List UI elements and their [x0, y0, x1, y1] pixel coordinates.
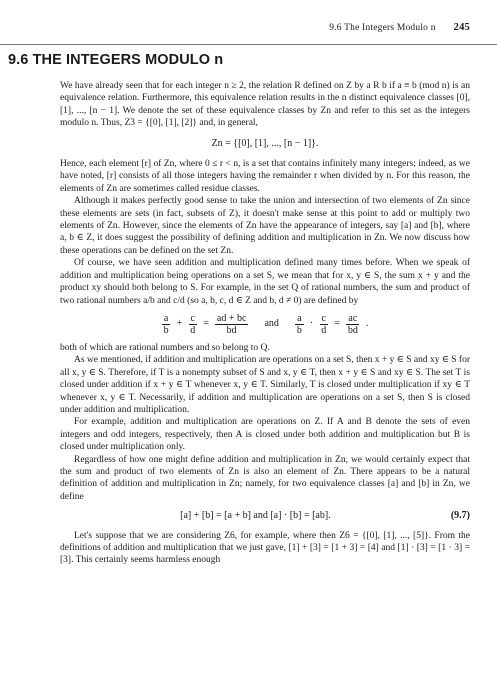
running-title: 9.6 The Integers Modulo n [329, 23, 436, 33]
equation-9-7-body: [a] + [b] = [a + b] and [a] · [b] = [ab]. [180, 510, 331, 522]
body-text [60, 80, 470, 567]
paragraph-operations: Of course, we have seen addition and multiplication defined many times before. When we speak of addition and multiplication being operations on a set S, we mean that for x, y ∈ S, the sum x + y and the product xy should both belong to S. For example, in the set Q of rational numbers, the sum and product of two rational numbers a/b and c/d (so a, b, c, d ∈ Z and b, d ≠ 0) are defined by [60, 258, 470, 306]
display-equation-9-7 [60, 510, 470, 522]
paragraph-closed-under: As we mentioned, if addition and multiplication are operations on a set S, then x + y ∈ S and xy ∈ S for all x, y ∈ S. Therefore, if T is a nonempty subset of S and x, y ∈ T, then x + y ∈ S and xy ∈ S. The set T is closed under addition if x + y ∈ T whenever x, y ∈ T. Similarly, T is closed under multiplication if xy ∈ T whenever x, y ∈ T. Necessarily, if addition and multiplication are operations on a set S, then S is closed under addition and multiplication. [60, 355, 470, 415]
fraction-a-over-b-2: $\frac{a}{b}$ [296, 312, 302, 336]
paragraph-union-intersection: Although it makes perfectly good sense to take the union and intersection of two elements of Zn since these elements are sets (in fact, subsets of Z), it doesn't make sense at this point to add or multiply two elements of Zn. However, since the elements of Zn have the appearance of integers, say [a] and [b], where a, b ∈ Z, it does suggest the possibility of defining addition and multiplication in Zn. We now discuss how these operations can be defined on the set Zn. [60, 196, 470, 256]
display-equation-zn: Zn = {[0], [1], ..., [n − 1]}. [211, 137, 319, 149]
equation-number: (9.7) [450, 510, 470, 522]
fraction-c-over-d: $\frac{c}{d}$ [190, 312, 196, 336]
running-head [0, 22, 470, 33]
paragraph-zn-definition: Regardless of how one might define addition and multiplication in Zn, we would certainly expect that the sum and product of two elements of Zn is also an element of Zn. There appears to be a natural definition of addition and multiplication in Zn; namely, for two equivalence classes [a] and [b] in Zn, we define [60, 454, 470, 502]
display-rational-operations: $\frac{a}{b}$ + $\frac{c}{d}$ = $\frac{ad + bc}{bd}$ and $\frac{a}{b}$ · $\frac{c}{d}$ = $\frac{ac}{bd}$ . [163, 312, 369, 336]
fraction-product: $\frac{ac}{bd}$ [347, 312, 358, 336]
fraction-c-over-d-2: $\frac{c}{d}$ [321, 312, 327, 336]
paragraph-intro: We have already seen that for each integer n ≥ 2, the relation R defined on Z by a R b if a ≡ b (mod n) is an equivalence relation. Furthermore, this equivalence relation results in the n distinct equivalence classes [0], [1], ..., [n − 1]. We denote the set of these equivalence classes by Zn and refer to this set as the integers modulo n. Thus, Z3 = {[0], [1], [2]} and, in general, [60, 81, 470, 129]
fraction-sum: $\frac{ad + bc}{bd}$ [216, 312, 247, 336]
header-rule [0, 44, 497, 45]
paragraph-z6-example: Let's suppose that we are considering Z6, for example, where then Z6 = {[0], [1], ..., [5]}. From the definitions of addition and multiplication that we just gave, [1] + [3] = [1 + 3] = [4] and [1] · [3] = [1 · 3] = [3]. This certainly seems harmless enough [60, 530, 470, 566]
and-text: and [264, 318, 279, 330]
page-number: 245 [453, 22, 470, 33]
fraction-a-over-b: $\frac{a}{b}$ [163, 312, 169, 336]
paragraph-residue-classes: Hence, each element [r] of Zn, where 0 ≤ r < n, is a set that contains infinitely many integers; indeed, as we have noted, [r] consists of all those integers having the remainder r when divided by n. For this reason, the elements of Zn are sometimes called residue classes. [60, 159, 470, 194]
section-title: 9.6 THE INTEGERS MODULO n [8, 52, 224, 68]
paragraph-rational-closure: both of which are rational numbers and so belong to Q. [60, 342, 270, 353]
paragraph-even-odd-example: For example, addition and multiplication are operations on Z. If A and B denote the sets of even integers and odd integers, respectively, then A is closed under both addition and multiplication but B is closed under multiplication only. [60, 417, 470, 453]
